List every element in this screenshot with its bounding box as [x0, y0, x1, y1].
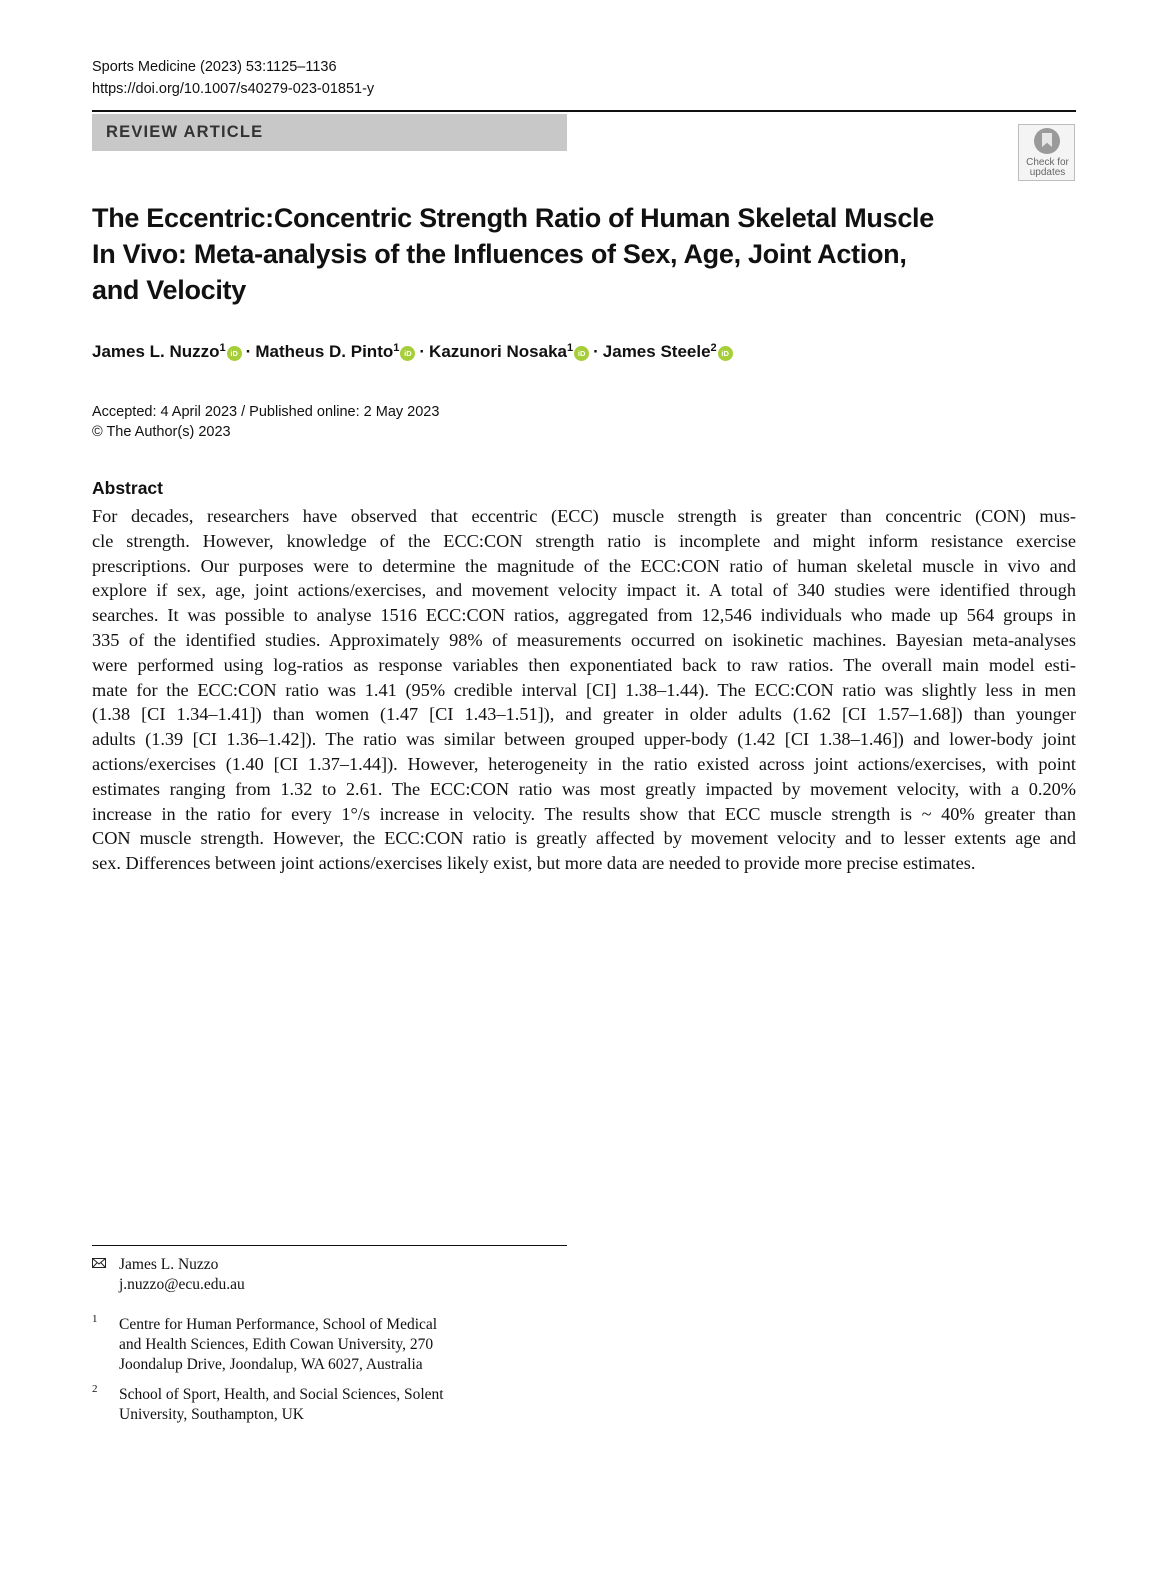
abstract-body: [92, 504, 1076, 876]
abstract-line: sex. Differences between joint actions/exercises likely exist, but more data are needed to provide more precise estimates.: [92, 853, 976, 874]
orcid-icon[interactable]: iD: [400, 346, 415, 361]
orcid-icon[interactable]: iD: [718, 346, 733, 361]
abstract-line: For decades, researchers have observed that eccentric (ECC) muscle strength is greater than concentric (CON) mus-: [92, 506, 1076, 526]
check-updates-line1: Check for: [1026, 157, 1069, 168]
abstract-line: actions/exercises (1.40 [CI 1.37–1.44]). However, heterogeneity in the ratio existed across joint actions/exercises, with point: [92, 753, 1076, 774]
affiliation-mark: 1: [393, 342, 400, 354]
affiliation-line: Joondalup Drive, Joondalup, WA 6027, Australia: [119, 1356, 423, 1373]
affiliation-line: University, Southampton, UK: [119, 1406, 304, 1423]
copyright-notice: © The Author(s) 2023: [92, 424, 231, 440]
author-name[interactable]: James Steele: [602, 342, 711, 361]
title-line: and Velocity: [92, 275, 246, 305]
accepted-published-date: Accepted: 4 April 2023 / Published online: 2 May 2023: [92, 404, 440, 420]
affiliation-line: Centre for Human Performance, School of Medical: [119, 1316, 438, 1333]
title-line: In Vivo: Meta-analysis of the Influences of Sex, Age, Joint Action,: [92, 239, 907, 269]
author-separator: ·: [419, 342, 426, 361]
abstract-line: were performed using log-ratios as response variables then exponentiated back to raw ratios. The overall main model esti-: [92, 654, 1076, 675]
title-line: The Eccentric:Concentric Strength Ratio of Human Skeletal Muscle: [92, 203, 934, 233]
footnote-rule: [92, 1245, 567, 1246]
author-name[interactable]: James L. Nuzzo: [92, 342, 220, 361]
abstract-line: cle strength. However, knowledge of the ECC:CON strength ratio is incomplete and might inform resistance exercise: [92, 530, 1076, 551]
check-updates-line2: updates: [1029, 167, 1066, 178]
abstract-line: CON muscle strength. However, the ECC:CON ratio is greatly affected by movement velocity and to lesser extents age and: [92, 828, 1076, 849]
article-type-label: REVIEW ARTICLE: [106, 123, 264, 141]
affiliation-mark: 1: [566, 342, 574, 354]
envelope-icon: [92, 1258, 106, 1268]
abstract-line: mate for the ECC:CON ratio was 1.41 (95% credible interval [CI] 1.38–1.44). The ECC:CON ratio was slightly less in men: [92, 679, 1076, 700]
corresponding-author-name: James L. Nuzzo: [119, 1256, 219, 1273]
author-list: [92, 342, 737, 362]
orcid-icon[interactable]: iD: [574, 346, 589, 361]
author-name[interactable]: Matheus D. Pinto: [255, 342, 394, 361]
article-type-banner: [92, 114, 567, 151]
abstract-line: prescriptions. Our purposes were to determine the magnitude of the ECC:CON ratio of human skeletal muscle in vivo and: [92, 555, 1076, 576]
abstract-line: (1.38 [CI 1.34–1.41]) than women (1.47 [CI 1.43–1.51]), and greater in older adults (1.62 [CI 1.57–1.68]) than younger: [92, 704, 1076, 725]
bookmark-icon: [1034, 128, 1060, 154]
journal-citation: Sports Medicine (2023) 53:1125–1136: [92, 59, 337, 75]
article-title: [92, 200, 992, 308]
abstract-line: searches. It was possible to analyse 1516 ECC:CON ratios, aggregated from 12,546 individuals who made up 564 groups in: [92, 605, 1076, 626]
corresponding-author-email[interactable]: j.nuzzo@ecu.edu.au: [119, 1276, 245, 1293]
doi-link[interactable]: https://doi.org/10.1007/s40279-023-01851-y: [92, 81, 375, 97]
affiliation-line: and Health Sciences, Edith Cowan University, 270: [119, 1336, 434, 1353]
header-rule: [92, 110, 1076, 112]
abstract-line: 335 of the identified studies. Approximately 98% of measurements occurred on isokinetic machines. Bayesian meta-analyses: [92, 629, 1076, 650]
affiliation-line: School of Sport, Health, and Social Sciences, Solent: [119, 1386, 444, 1403]
publication-dates: [92, 402, 439, 442]
check-for-updates-button[interactable]: [1018, 124, 1075, 181]
orcid-icon[interactable]: iD: [227, 346, 242, 361]
abstract-line: explore if sex, age, joint actions/exercises, and movement velocity impact it. A total of 340 studies were identified through: [92, 580, 1076, 601]
affiliation-number: 2: [92, 1383, 98, 1395]
abstract-line: increase in the ratio for every 1°/s increase in velocity. The results show that ECC muscle strength is ~ 40% greater than: [92, 803, 1076, 824]
author-separator: ·: [245, 342, 252, 361]
abstract-line: adults (1.39 [CI 1.36–1.42]). The ratio was similar between grouped upper-body (1.42 [CI 1.38–1.46]) and lower-body joint: [92, 729, 1076, 750]
author-name[interactable]: Kazunori Nosaka: [429, 342, 567, 361]
affiliation-mark: 2: [710, 342, 717, 354]
author-separator: ·: [593, 342, 599, 361]
abstract-heading: Abstract: [92, 478, 163, 498]
affiliation-mark: 1: [219, 342, 226, 354]
abstract-line: estimates ranging from 1.32 to 2.61. The ECC:CON ratio was most greatly impacted by movement velocity, with a 0.20%: [92, 778, 1076, 799]
affiliation-number: 1: [92, 1313, 98, 1325]
